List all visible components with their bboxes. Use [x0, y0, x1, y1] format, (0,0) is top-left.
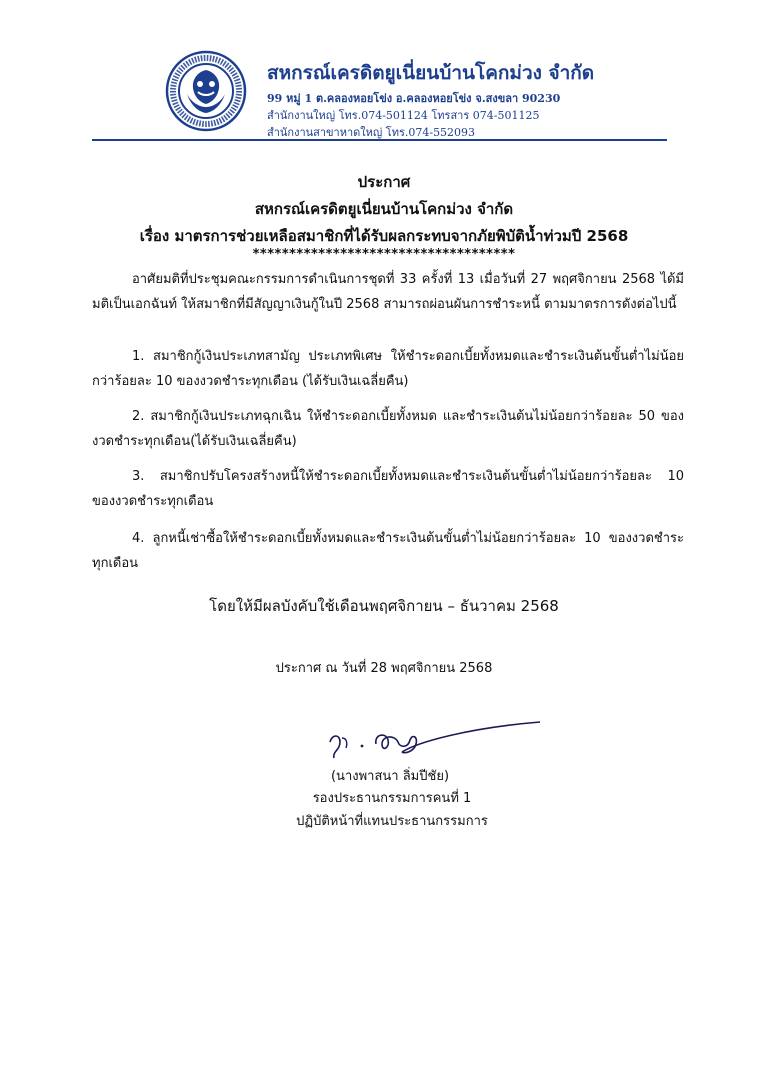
- org-address: 99 หมู่ 1 ต.คลองหอยโข่ง อ.คลองหอยโข่ง จ.สงขลา 90230: [267, 92, 561, 105]
- signatory-name: (นางพาสนา ลิ่มปีชัย): [330, 769, 450, 784]
- measure-item-4: 4. ลูกหนี้เช่าซื้อให้ชำระดอกเบี้ยทั้งหมดและชำระเงินต้นขั้นต่ำไม่น้อยกว่าร้อยละ 10 ของงวดชำระทุกเดือน: [92, 531, 684, 571]
- announcement-heading: ประกาศ: [357, 173, 411, 191]
- signatory-acting-role: ปฏิบัติหน้าที่แทนประธานกรรมการ: [296, 814, 488, 829]
- announcement-subject: เรื่อง มาตรการช่วยเหลือสมาชิกที่ได้รับผลกระทบจากภัยพิบัติน้ำท่วมปี 2568: [139, 227, 629, 245]
- branch-office-contact: สำนักงานสาขาหาดใหญ่ โทร.074-552093: [267, 126, 476, 139]
- handwritten-signature: [318, 712, 546, 762]
- measure-item-3: 3. สมาชิกปรับโครงสร้างหนี้ให้ชำระดอกเบี้ยทั้งหมดและชำระเงินต้นขั้นต่ำไม่น้อยกว่าร้อยละ 10 ของงวดชำระทุกเดือน: [92, 469, 684, 509]
- org-name: สหกรณ์เครดิตยูเนี่ยนบ้านโคกม่วง จำกัด: [267, 62, 595, 84]
- announcement-date: ประกาศ ณ วันที่ 28 พฤศจิกายน 2568: [275, 661, 493, 676]
- separator-line: ************************************: [252, 247, 516, 262]
- signatory-title: รองประธานกรรมการคนที่ 1: [312, 791, 472, 806]
- announcement-org: สหกรณ์เครดิตยูเนี่ยนบ้านโคกม่วง จำกัด: [254, 200, 514, 218]
- intro-paragraph: อาศัยมติที่ประชุมคณะกรรมการดำเนินการชุดที่ 33 ครั้งที่ 13 เมื่อวันที่ 27 พฤศจิกายน 2568 ได้มีมติเป็นเอกฉันท์ ให้สมาชิกที่มีสัญญาเงินกู้ในปี 2568 สามารถผ่อนผันการชำระหนี้ ตามมาตรการดังต่อไปนี้: [92, 272, 684, 312]
- measure-item-1: 1. สมาชิกกู้เงินประเภทสามัญ ประเภทพิเศษ ให้ชำระดอกเบี้ยทั้งหมดและชำระเงินต้นขั้นต่ำไม่น้อยกว่าร้อยละ 10 ของงวดชำระทุกเดือน (ได้รับเงินเฉลี่ยคืน): [92, 349, 684, 389]
- letterhead-divider: [92, 139, 667, 141]
- effective-period: โดยให้มีผลบังคับใช้เดือนพฤศจิกายน – ธันวาคม 2568: [209, 597, 559, 615]
- head-office-contact: สำนักงานใหญ่ โทร.074-501124 โทรสาร 074-501125: [267, 109, 540, 122]
- measure-item-2: 2. สมาชิกกู้เงินประเภทฉุกเฉิน ให้ชำระดอกเบี้ยทั้งหมด และชำระเงินต้นไม่น้อยกว่าร้อยละ 50 ของงวดชำระทุกเดือน(ได้รับเงินเฉลี่ยคืน): [92, 409, 684, 449]
- cooperative-logo: [165, 50, 247, 132]
